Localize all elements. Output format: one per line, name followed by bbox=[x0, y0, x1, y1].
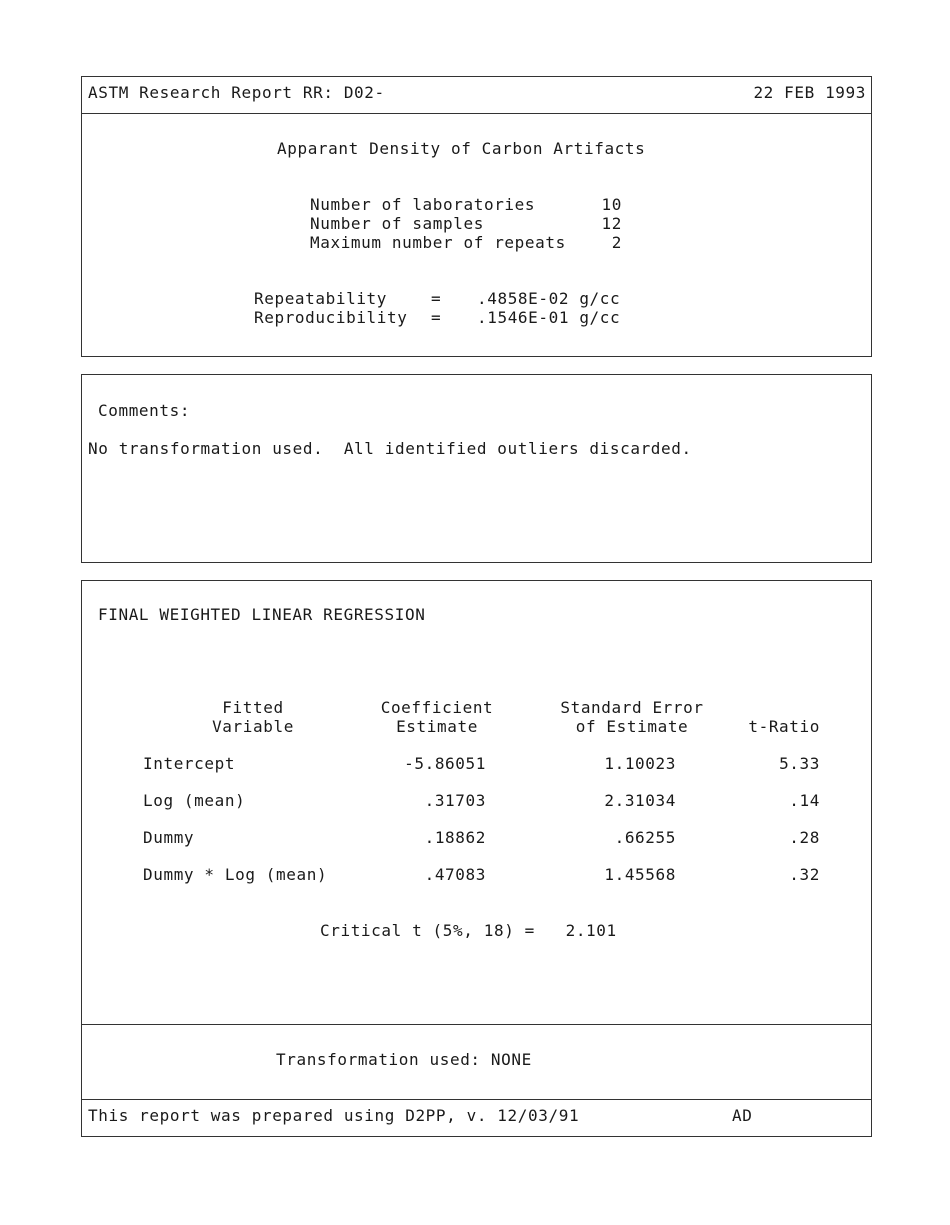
header-coefficient-line2: Estimate bbox=[396, 717, 478, 736]
footer-divider bbox=[81, 1099, 872, 1100]
stat-label: Number of samples bbox=[310, 214, 484, 233]
stat-value: 12 bbox=[601, 214, 622, 233]
row-coefficient: -5.86051 bbox=[404, 754, 486, 773]
comments-label: Comments: bbox=[98, 401, 191, 420]
stat-value: 2 bbox=[611, 233, 622, 252]
row-variable: Intercept bbox=[143, 754, 236, 773]
row-stderr: 1.10023 bbox=[604, 754, 676, 773]
precision-label: Reproducibility bbox=[254, 308, 408, 327]
row-coefficient: .31703 bbox=[424, 791, 486, 810]
row-variable: Dummy bbox=[143, 828, 195, 847]
header-variable-line1: Fitted bbox=[222, 698, 284, 717]
header-stderr-line1: Standard Error bbox=[560, 698, 704, 717]
row-tratio: 5.33 bbox=[779, 754, 820, 773]
report-id: ASTM Research Report RR: D02- bbox=[88, 83, 385, 102]
row-variable: Log (mean) bbox=[143, 791, 246, 810]
stat-value: 10 bbox=[601, 195, 622, 214]
row-tratio: .28 bbox=[789, 828, 820, 847]
precision-value: .1546E-01 g/cc bbox=[477, 308, 621, 327]
row-coefficient: .18862 bbox=[424, 828, 486, 847]
header-coefficient-line1: Coefficient bbox=[380, 698, 494, 717]
transformation-divider bbox=[81, 1024, 872, 1025]
row-stderr: 2.31034 bbox=[604, 791, 676, 810]
header-variable-line2: Variable bbox=[212, 717, 294, 736]
precision-equals: = bbox=[431, 289, 442, 308]
row-stderr: 1.45568 bbox=[604, 865, 676, 884]
header-divider bbox=[81, 113, 872, 114]
row-tratio: .14 bbox=[789, 791, 820, 810]
stat-label: Number of laboratories bbox=[310, 195, 536, 214]
page-title: Apparant Density of Carbon Artifacts bbox=[277, 139, 646, 158]
precision-value: .4858E-02 g/cc bbox=[477, 289, 621, 308]
footer-initials: AD bbox=[732, 1106, 753, 1125]
critical-t: Critical t (5%, 18) = 2.101 bbox=[320, 921, 617, 940]
row-coefficient: .47083 bbox=[424, 865, 486, 884]
regression-title: FINAL WEIGHTED LINEAR REGRESSION bbox=[98, 605, 426, 624]
header-stderr-line2: of Estimate bbox=[575, 717, 689, 736]
transformation-note: Transformation used: NONE bbox=[276, 1050, 532, 1069]
row-tratio: .32 bbox=[789, 865, 820, 884]
report-date: 22 FEB 1993 bbox=[753, 83, 866, 102]
comments-box bbox=[81, 374, 872, 563]
footer-prepared: This report was prepared using D2PP, v. 12/03/91 bbox=[88, 1106, 580, 1125]
precision-equals: = bbox=[431, 308, 442, 327]
row-stderr: .66255 bbox=[614, 828, 676, 847]
stat-label: Maximum number of repeats bbox=[310, 233, 566, 252]
comments-text: No transformation used. All identified outliers discarded. bbox=[88, 439, 692, 458]
precision-label: Repeatability bbox=[254, 289, 388, 308]
header-tratio: t-Ratio bbox=[748, 717, 820, 736]
row-variable: Dummy * Log (mean) bbox=[143, 865, 328, 884]
